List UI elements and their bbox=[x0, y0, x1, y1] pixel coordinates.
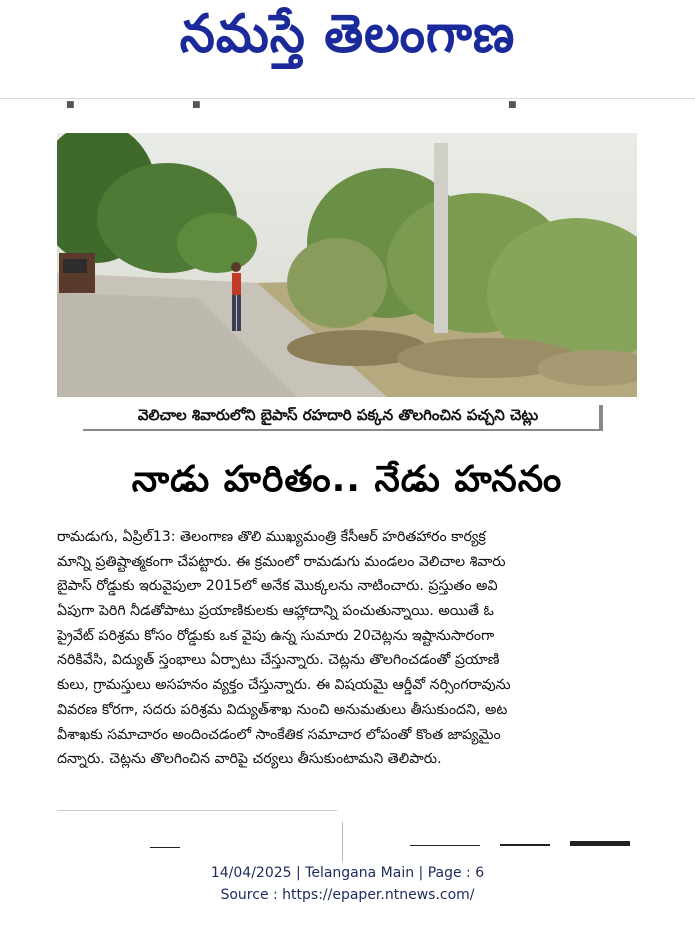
article-headline: నాడు హరితం.. నేడు హననం bbox=[131, 459, 563, 500]
article-line: నరికివేసి, విద్యుత్ స్తంభాలు ఏర్పాటు చేస్తున్నారు. చెట్లను తొలగించడంతో ప్రయాణి bbox=[57, 652, 500, 669]
article-line: రామడుగు, ఏప్రిల్13: తెలంగాణ తొలి ముఖ్యమంత్రి కేసీఆర్ హరితహారం కార్యక్ర bbox=[57, 529, 486, 545]
page-footer bbox=[0, 862, 695, 906]
cut-text-fragment bbox=[410, 836, 640, 846]
masthead bbox=[0, 0, 695, 80]
article-line: వీశాఖకు సమాచారం అందించడంలో సాంకేతిక సమాచార లోపంతో కొంత జాప్యమైం bbox=[57, 726, 501, 743]
article-line: మాన్ని ప్రతిష్టాత్మకంగా చేపట్టారు. ఈ క్రమంలో రామడుగు మండలం వెలిచాల శివారు bbox=[57, 553, 506, 570]
news-photo bbox=[57, 133, 637, 397]
article-line: ప్రైవేట్ పరిశ్రమ కోసం రోడ్డుకు ఒక వైపు ఉన్న సుమారు 20చెట్లను ఇష్టానుసారంగా bbox=[57, 627, 495, 644]
column-divider bbox=[57, 810, 337, 811]
edition-info: 14/04/2025 | Telangana Main | Page : 6 bbox=[210, 865, 485, 881]
cut-text-fragment: ■ bbox=[192, 100, 201, 110]
cut-text-fragment: ■ bbox=[508, 100, 517, 110]
article-line: వివరణ కోరగా, సదరు పరిశ్రమ విద్యుత్‌శాఖ నుంచి అనుమతులు తీసుకుందని, అట bbox=[57, 701, 508, 718]
cut-text-fragment bbox=[70, 840, 190, 848]
source-info: Source : https://epaper.ntnews.com/ bbox=[220, 887, 475, 903]
cut-text-fragment: ■ bbox=[66, 100, 75, 110]
photo-caption: వెలిచాల శివారులోని బైపాస్ రహదారి పక్కన తొలగించిన పచ్చని చెట్లు bbox=[83, 405, 603, 431]
article-body bbox=[57, 525, 637, 772]
newspaper-logo: నమస్తే తెలంగాణ bbox=[179, 2, 516, 64]
article-line: బైపాస్ రోడ్డుకు ఇరువైపులా 2015లో అనేక మొక్కలను నాటించారు. ప్రస్తుతం అవి bbox=[57, 578, 498, 595]
column-divider bbox=[342, 822, 343, 862]
roadside-trees-photo bbox=[57, 133, 637, 397]
top-divider bbox=[0, 98, 695, 99]
article-line: దన్నారు. చెట్లను తొలగించిన వారిపై చర్యలు తీసుకుంటామని తెలిపారు. bbox=[57, 751, 442, 768]
article-line: కులు, గ్రామస్తులు అసహనం వ్యక్తం చేస్తున్నారు. ఈ విషయమై ఆర్డీవో నర్సింగరావును bbox=[57, 677, 511, 694]
article-line: ఏపుగా పెరిగి నీడతోపాటు ప్రయాణికులకు ఆహ్లాదాన్ని పంచుతున్నాయి. అయితే ఓ bbox=[57, 603, 494, 620]
